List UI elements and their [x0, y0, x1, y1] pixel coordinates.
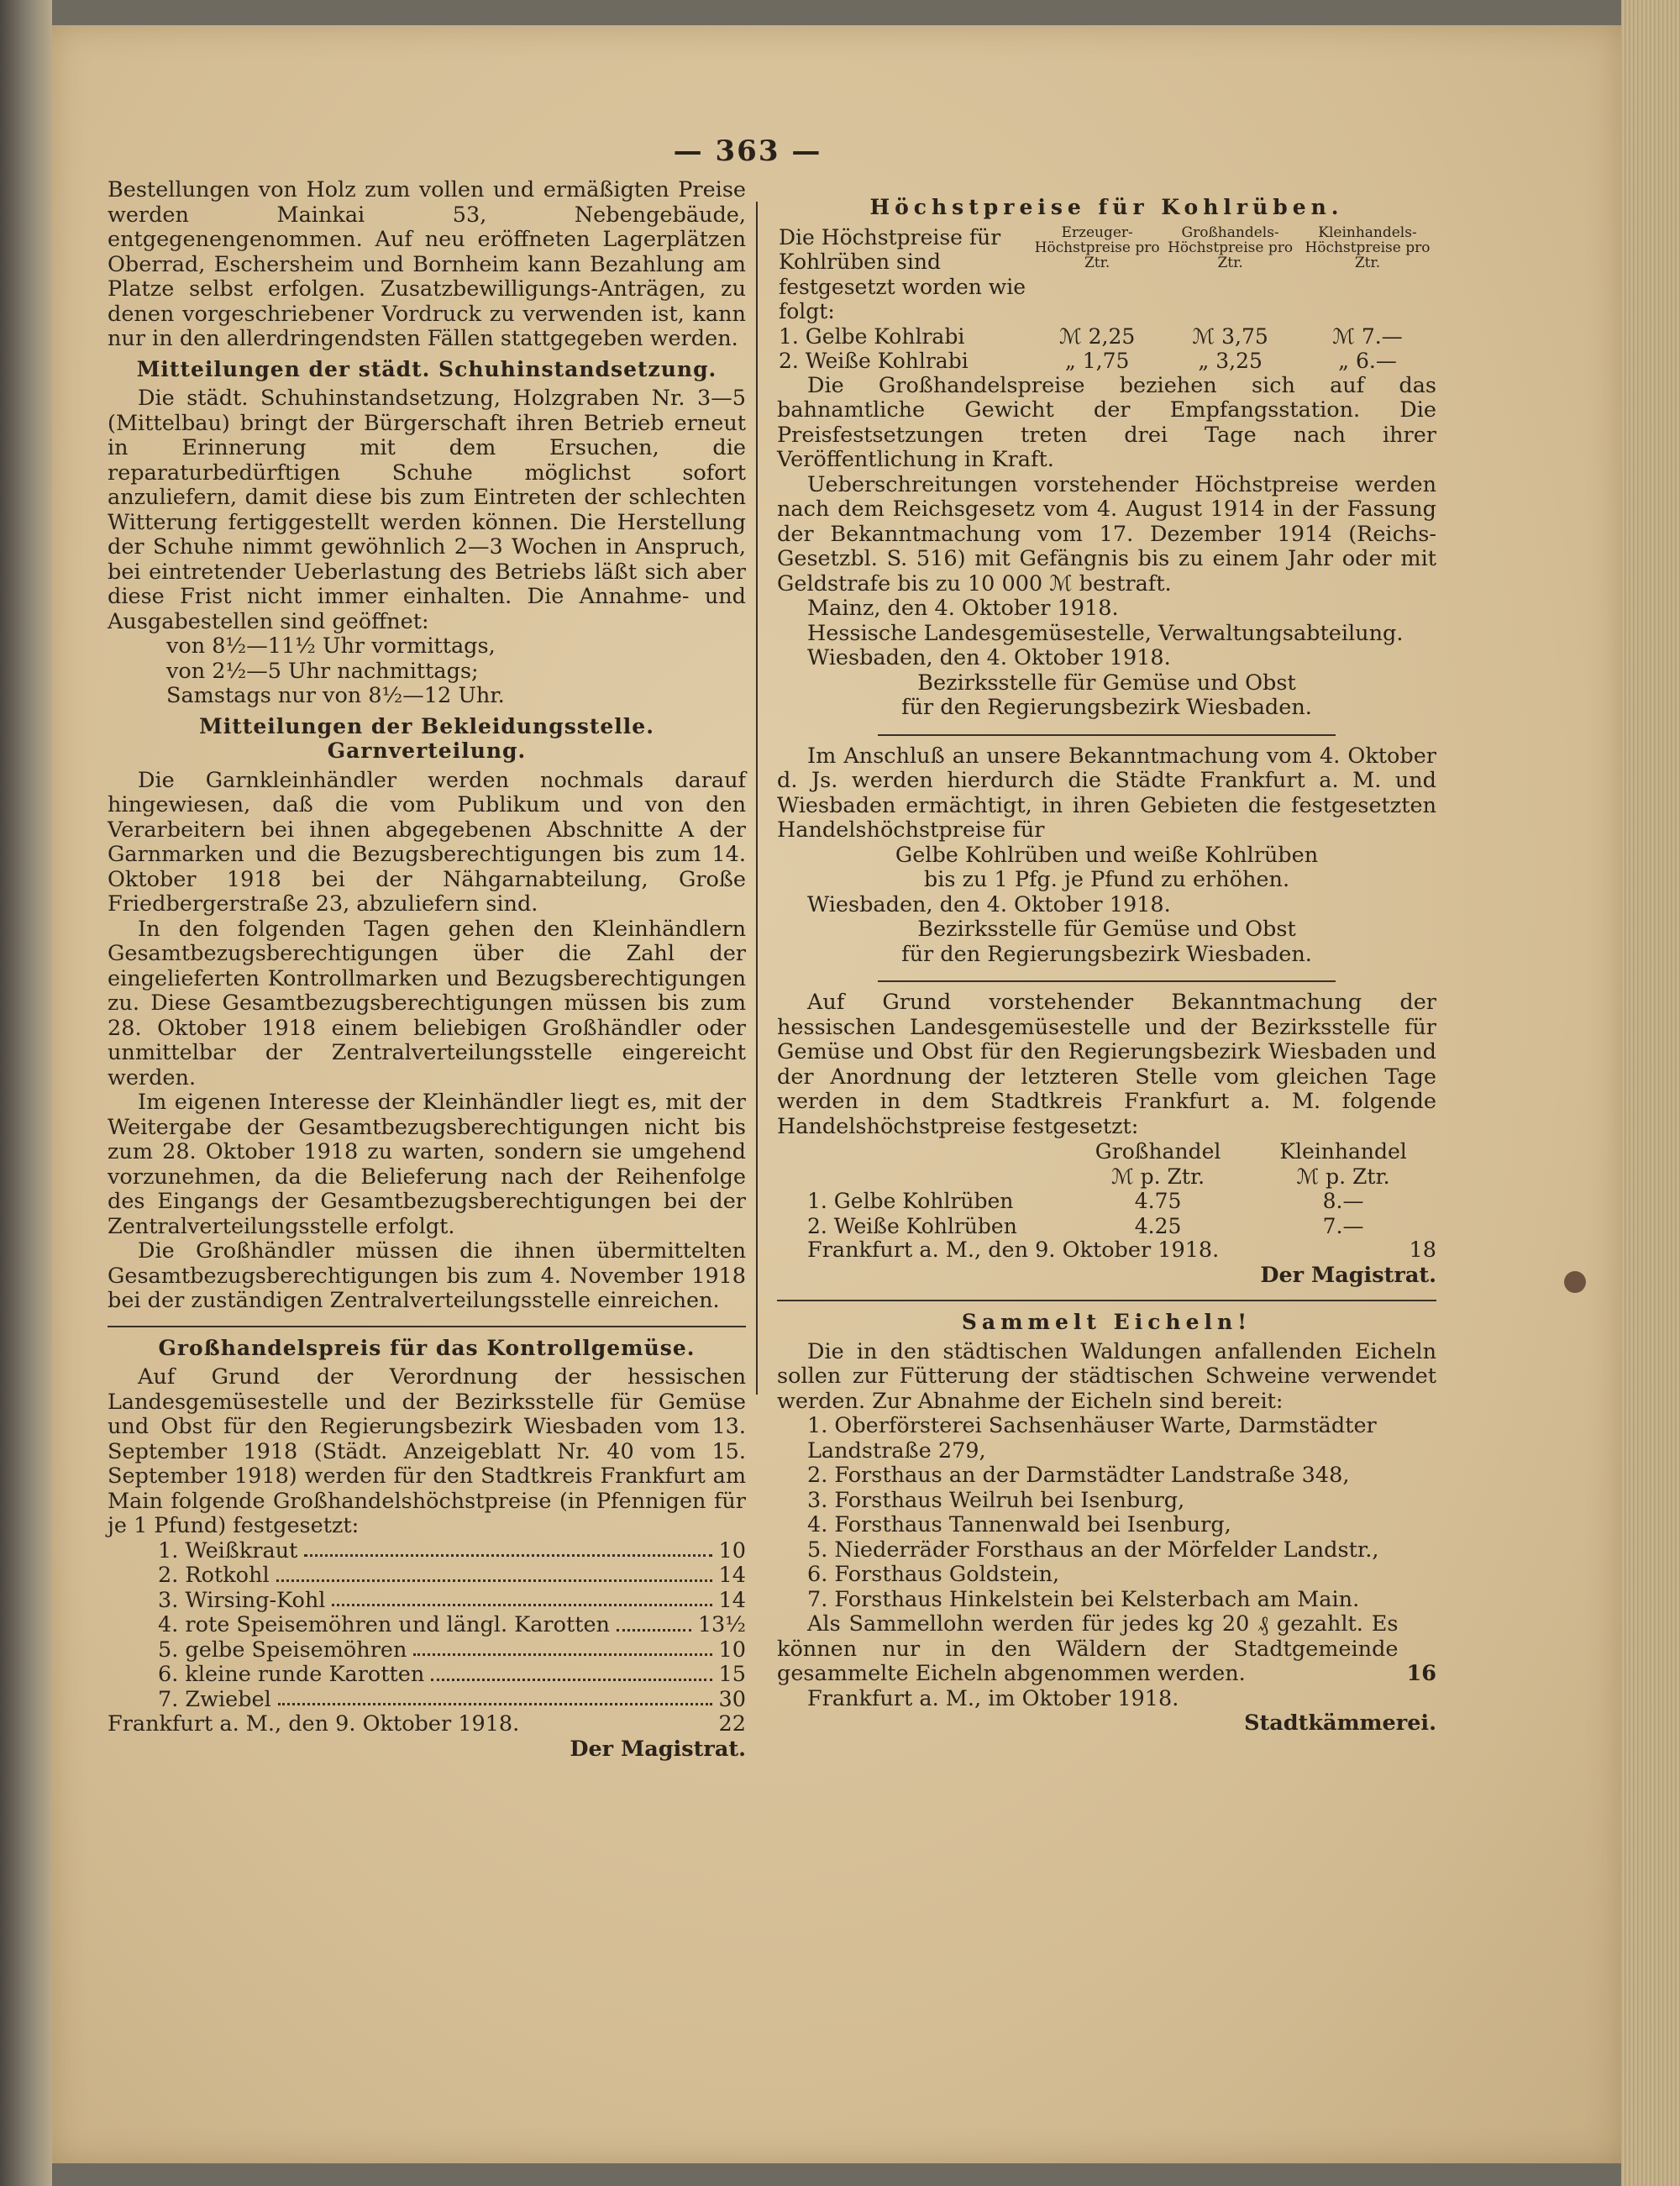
hoechst-row-label: 2. Weiße Kohlrabi [779, 349, 969, 373]
schuh-text: Die städt. Schuhinstandsetzung, Holzgraben Nr. 3—5 (Mittelbau) bringt der Bürgerschaft ihren Betrieb erneut in Erinnerung mit dem Ersuchen, die reparaturbedürftigen Schuhe möglichst sofort anzuliefern, damit diese bis zum Eintreten der schlechten Witterung fertiggestellt werden können. Die Herstellung der Schuhe nimmt gewöhnlich 2—3 Wochen in Anspruch, bei eintretender Ueberlastung des Betriebs läßt sich aber diese Frist nicht immer einhalten. Die Annahme- und Ausgabestellen sind geöffnet: [108, 386, 746, 634]
holz-notice: Bestellungen von Holz zum vollen und ermäßigten Preise werden Mainkai 53, Nebengebäude, entgegenengenommen. Auf neu eröffneten Lagerplätzen Oberrad, Eschersheim und Bornheim kann Bezahlung am Platze selbst erfolgen. Zusatzbewilligungs-Anträgen, zu denen vorgeschriebener Vordruck zu verwenden ist, kann nur in den allerdringendsten Fällen stattgegeben werden. [108, 177, 746, 351]
grund-date: Frankfurt a. M., den 9. Oktober 1918. [807, 1238, 1220, 1263]
anschluss-wiesbaden: Wiesbaden, den 4. Oktober 1918. [807, 891, 1171, 917]
eicheln-signature: Stadtkämmerei. [1244, 1710, 1436, 1736]
book-binding [0, 0, 52, 2186]
hoechst-table [777, 225, 1436, 374]
hoechst-row [777, 349, 1436, 374]
hoechst-row-a: ℳ 2,25 [1058, 323, 1136, 349]
grund-row-b: 8.— [1322, 1189, 1364, 1213]
eicheln-number: 16 [1406, 1661, 1436, 1686]
schuh-title: Mitteilungen der städt. Schuhinstandsetzung. [136, 356, 717, 381]
grund-table [777, 1139, 1436, 1238]
eicheln-item: 4. Forsthaus Tannenwald bei Isenburg, [807, 1512, 1231, 1537]
hoechst-hess: Hessische Landesgemüsestelle, Verwaltungsabteilung. [807, 620, 1404, 646]
eicheln-item: 2. Forsthaus an der Darmstädter Landstraße 348, [807, 1463, 1350, 1488]
price-item-value: 14 [718, 1563, 746, 1588]
price-item [108, 1539, 746, 1564]
eicheln-item: 7. Forsthaus Hinkelstein bei Kelsterbach am Main. [807, 1586, 1360, 1612]
bekl-paragraph-3: Im eigenen Interesse der Kleinhändler liegt es, mit der Weitergabe der Gesamtbezugsberechtigungen nicht bis zum 28. Oktober 1918 zu warten, sondern sie umgehend vorzunehmen, da die Belieferung nach der Reihenfolge des Eingangs der Gesamtbezugsberechtigungen bei der Zentralverteilungsstelle erfolgt. [108, 1090, 746, 1239]
hoechst-row-c: „ 6.— [1338, 349, 1397, 373]
eicheln-item: 3. Forsthaus Weilruh bei Isenburg, [807, 1487, 1185, 1513]
price-item [108, 1563, 746, 1589]
eicheln-item: 5. Niederräder Forsthaus an der Mörfelder Landstr., [807, 1537, 1379, 1563]
eicheln-item: 1. Oberförsterei Sachsenhäuser Warte, Darmstädter Landstraße 279, [807, 1413, 1377, 1463]
price-item [108, 1589, 746, 1614]
grund-row-label: 2. Weiße Kohlrüben [807, 1213, 1017, 1238]
price-item-value: 30 [718, 1686, 746, 1712]
eicheln-date: Frankfurt a. M., im Oktober 1918. [807, 1685, 1179, 1711]
eicheln-list [777, 1414, 1436, 1612]
bekl-paragraph-4: Die Großhändler müssen die ihnen übermittelten Gesamtbezugsberechtigungen bis zum 4. November 1918 bei der zuständigen Zentralverteilungsstelle einreichen. [108, 1238, 746, 1313]
gross-title: Großhandelspreis für das Kontrollgemüse. [158, 1335, 696, 1360]
anschluss-text: Im Anschluß an unsere Bekanntmachung vom 4. Oktober d. Js. werden hierdurch die Städte Frankfurt a. M. und Wiesbaden ermächtigt, in ihren Gebieten die festgesetzten Handelshöchstpreise für [777, 743, 1436, 843]
section-rule [878, 980, 1336, 982]
section-rule [108, 1326, 746, 1327]
page-number: — 363 — [673, 134, 822, 168]
section-rule [777, 1300, 1436, 1301]
hoechst-paragraph-2: Ueberschreitungen vorstehender Höchstpreise werden nach dem Reichsgesetz vom 4. August 1914 in der Fassung der Bekanntmachung vom 17. Dezember 1914 (Reichs-Gesetzbl. S. 516) mit Gefängnis bis zu einem Jahr oder mit Geldstrafe bis zu 10 000 ℳ bestraft. [777, 471, 1436, 596]
hoechst-bezirk-1: Bezirksstelle für Gemüse und Obst [917, 670, 1296, 696]
schuh-time-1: von 8½—11½ Uhr vormittags, [166, 633, 496, 659]
grund-row [777, 1189, 1436, 1214]
price-item [108, 1638, 746, 1663]
schuh-time-3: Samstags nur von 8½—12 Uhr. [166, 683, 505, 708]
price-item-value: 14 [718, 1587, 746, 1613]
hoechst-row-c: ℳ 7.— [1332, 323, 1403, 349]
price-item-label: 1. Weißkraut [158, 1537, 298, 1563]
schuh-time-2: von 2½—5 Uhr nachmittags; [166, 658, 479, 684]
price-item-label: 6. kleine runde Karotten [158, 1662, 425, 1687]
grund-unit-1: ℳ p. Ztr. [1110, 1164, 1205, 1189]
gross-text: Auf Grund der Verordnung der hessischen Landesgemüsestelle und der Bezirksstelle für Gemüse und Obst für den Regierungsbezirk Wiesbaden vom 13. September 1918 (Städt. Anzeigeblatt Nr. 40 vom 15. September 1918) werden für den Stadtkreis Frankfurt am Main folgende Großhandelshöchstpreise (in Pfennigen für je 1 Pfund) festgesetzt: [108, 1364, 746, 1538]
price-item-label: 5. gelbe Speisemöhren [158, 1637, 407, 1663]
bekl-paragraph-1: Die Garnkleinhändler werden nochmals darauf hingewiesen, daß die vom Publikum und von den Verarbeitern bei ihnen abgegebenen Abschnitte A der Garnmarken und die Bezugsberechtigungen bis zum 14. Oktober 1918 bei der Nähgarnabteilung, Große Friedbergerstraße 23, abzuliefern sind. [108, 767, 746, 917]
price-item-value: 15 [718, 1662, 746, 1687]
price-item-value: 10 [718, 1637, 746, 1663]
bekl-subtitle: Garnverteilung. [327, 738, 527, 763]
anschluss-bezirk-2: für den Regierungsbezirk Wiesbaden. [901, 941, 1312, 967]
eicheln-lohn-row [777, 1612, 1436, 1687]
gross-signature: Der Magistrat. [570, 1736, 746, 1762]
price-item [108, 1613, 746, 1638]
bekl-paragraph-2: In den folgenden Tagen gehen den Kleinhändlern Gesamtbezugsberechtigungen über die Zahl der eingelieferten Kontrollmarken und Bezugsberechtigungen zu. Diese Gesamtbezugsberechtigungen müssen bis zum 28. Oktober 1918 einem beliebigen Großhändler oder unmittelbar der Zentralverteilungsstelle eingereicht werden. [108, 916, 746, 1090]
hoechst-row-label: 1. Gelbe Kohlrabi [779, 323, 965, 349]
price-item-label: 3. Wirsing-Kohl [158, 1587, 326, 1613]
grund-date-row [777, 1238, 1436, 1264]
grund-signature: Der Magistrat. [1260, 1262, 1436, 1288]
gross-number: 22 [718, 1711, 746, 1737]
hoechst-title: Höchstpreise für Kohlrüben. [869, 195, 1344, 219]
grund-number: 18 [1409, 1238, 1436, 1263]
eicheln-item: 6. Forsthaus Goldstein, [807, 1562, 1060, 1587]
grund-text: Auf Grund vorstehender Bekanntmachung der hessischen Landesgemüsestelle und der Bezirksstelle für Gemüse und Obst für den Regierungsbezirk Wiesbaden und der Anordnung der letzteren Stelle vom gleichen Tage werden in dem Stadtkreis Frankfurt a. M. folgende Handelshöchstpreise festgesetzt: [777, 990, 1436, 1139]
anschluss-center-2: bis zu 1 Pfg. je Pfund zu erhöhen. [923, 867, 1290, 892]
gross-date-row [108, 1712, 746, 1737]
gross-date: Frankfurt a. M., den 9. Oktober 1918. [108, 1711, 520, 1737]
left-column [108, 178, 746, 1762]
grund-header-1: Großhandel [1095, 1139, 1221, 1164]
hoechst-row-a: „ 1,75 [1064, 349, 1130, 373]
right-column [777, 190, 1436, 1737]
eicheln-lohn: Als Sammellohn werden für jedes kg 20 ₰ gezahlt. Es können nur in den Wäldern der Stadtgemeinde gesammelte Eicheln abgenommen werden. [777, 1611, 1399, 1686]
anschluss-center-1: Gelbe Kohlrüben und weiße Kohlrüben [895, 842, 1319, 868]
price-item-value: 13½ [697, 1612, 746, 1637]
grund-unit-2: ℳ p. Ztr. [1296, 1164, 1390, 1189]
eicheln-title: Sammelt Eicheln! [961, 1310, 1252, 1334]
price-item-label: 7. Zwiebel [158, 1686, 271, 1712]
hoechst-mainz: Mainz, den 4. Oktober 1918. [807, 596, 1119, 621]
hoechst-row-b: ℳ 3,75 [1192, 323, 1268, 349]
schuh-times [108, 634, 746, 709]
hoechst-row-b: „ 3,25 [1198, 349, 1263, 373]
price-item [108, 1663, 746, 1688]
hoechst-header-2: Großhandels-Höchstpreise pro Ztr. [1168, 223, 1294, 271]
column-divider [756, 202, 758, 1395]
price-item-label: 2. Rotkohl [158, 1563, 270, 1588]
hoechst-row [777, 324, 1436, 349]
ink-stain [1564, 1271, 1586, 1293]
page-edges [1621, 0, 1680, 2186]
hoechst-header-3: Kleinhandels-Höchstpreise pro Ztr. [1305, 223, 1431, 271]
price-item-value: 10 [718, 1537, 746, 1563]
hoechst-bezirk-2: für den Regierungsbezirk Wiesbaden. [901, 695, 1312, 720]
bekl-title: Mitteilungen der Bekleidungsstelle. [199, 713, 654, 738]
hoechst-wiesbaden: Wiesbaden, den 4. Oktober 1918. [807, 645, 1171, 670]
grund-row-a: 4.25 [1134, 1213, 1182, 1238]
price-item [108, 1688, 746, 1713]
hoechst-paragraph-1: Die Großhandelspreise beziehen sich auf das bahnamtliche Gewicht der Empfangsstation. Die Preisfestsetzungen treten drei Tage nach ihrer Veröffentlichung in Kraft. [777, 372, 1436, 472]
section-rule [878, 734, 1336, 736]
grund-row-label: 1. Gelbe Kohlrüben [807, 1189, 1014, 1213]
eicheln-text: Die in den städtischen Waldungen anfallenden Eicheln sollen zur Fütterung der städtischen Schweine verwendet werden. Zur Abnahme der Eicheln sind bereit: [777, 1338, 1436, 1414]
anschluss-bezirk-1: Bezirksstelle für Gemüse und Obst [917, 917, 1296, 942]
grund-row [777, 1214, 1436, 1239]
price-item-label: 4. rote Speisemöhren und längl. Karotten [158, 1612, 610, 1637]
gross-price-list [108, 1539, 746, 1713]
grund-row-a: 4.75 [1134, 1189, 1182, 1213]
grund-row-b: 7.— [1322, 1213, 1364, 1238]
hoechst-header-1: Erzeuger-Höchstpreise pro Ztr. [1034, 223, 1160, 271]
hoechst-intro: Die Höchstpreise für Kohlrüben sind festgesetzt worden wie folgt: [779, 224, 1026, 323]
grund-header-2: Kleinhandel [1279, 1139, 1407, 1164]
